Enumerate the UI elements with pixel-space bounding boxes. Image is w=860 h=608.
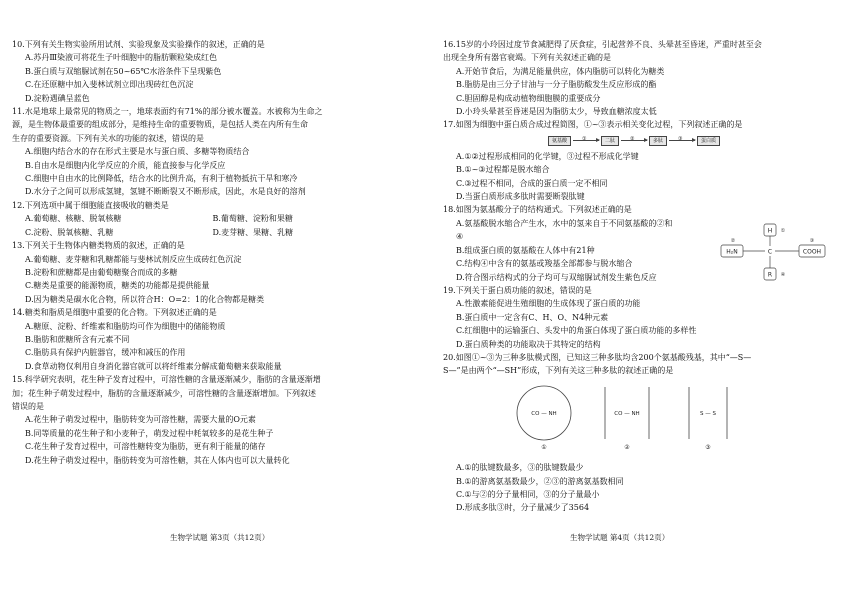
- question-stem: 19.下列关于蛋白质功能的叙述，错误的是: [443, 285, 592, 295]
- option: B.脂肪是由三分子甘油与一分子脂肪酸发生反应形成的酯: [456, 80, 657, 90]
- option: A.①②过程形成相同的化学键，③过程不形成化学键: [456, 151, 639, 161]
- polypeptide-models-diagram: [513, 383, 743, 451]
- option: B.蛋白质中一定含有C、H、O、N4种元素: [456, 312, 609, 322]
- option: C.③过程不相同，合成的蛋白质一定不相同: [456, 178, 608, 188]
- option: C.脂肪具有保护内脏器官，缓冲和减压的作用: [25, 348, 186, 358]
- option: C.糖类是重要的能源物质，糖类的功能都是提供能量: [25, 281, 210, 291]
- right-column: [443, 38, 831, 515]
- question-17: [443, 118, 831, 203]
- protein-synthesis-diagram: [548, 135, 831, 147]
- left-column: [12, 38, 400, 467]
- option: C.红细胞中的运输蛋白、头发中的角蛋白体现了蛋白质功能的多样性: [456, 326, 697, 336]
- question-14: [12, 306, 400, 373]
- option: D.淀粉遇碘呈蓝色: [25, 93, 90, 103]
- question-stem: 15.科学研究表明，花生种子发育过程中，可溶性糖的含量逐渐减少，脂肪的含量逐渐增: [12, 375, 321, 385]
- question-20: [443, 351, 831, 515]
- question-stem: S—”是由两个“—SH”形成，下列有关这三种多肽的叙述正确的是: [443, 366, 674, 376]
- question-stem: 11.水是地球上最常见的物质之一，地球表面约有71%的部分被水覆盖。水被称为生命之: [12, 107, 323, 117]
- option: B.同等质量的花生种子和小麦种子，萌发过程中耗氧较多的是花生种子: [25, 428, 274, 438]
- page-footer: 生物学试题 第4页（共12页）: [570, 533, 670, 542]
- option: D.蛋白质种类的功能取决于其特定的结构: [456, 339, 601, 349]
- process-arrow: [621, 136, 647, 143]
- question-stem: 14.糖类和脂质是细胞中重要的化合物。下列叙述正确的是: [12, 308, 217, 318]
- question-stem: 出现全身所有器官衰竭。下列有关叙述正确的是: [443, 53, 611, 63]
- option: A.苏丹Ⅲ染液可将花生子叶细胞中的脂肪颗粒染成红色: [25, 53, 218, 63]
- option: B.组成蛋白质的氨基酸在人体中有21种: [456, 245, 595, 255]
- question-stem: 加；花生种子萌发过程中，脂肪的含量逐渐减少，可溶性糖的含量逐渐增加。下列叙述: [12, 388, 316, 398]
- option: A.性激素能促进生殖细胞的生成体现了蛋白质的功能: [456, 299, 641, 309]
- question-12: [12, 199, 400, 239]
- marker: ②: [730, 238, 736, 245]
- question-15: [12, 373, 400, 467]
- option-row: [12, 226, 400, 239]
- r-group: R: [767, 271, 773, 279]
- option: A.细胞内结合水的存在形式主要是水与蛋白质、多糖等物质结合: [25, 147, 250, 157]
- option: B.蛋白质与双缩脲试剂在50~65℃水浴条件下呈现紫色: [25, 66, 222, 76]
- option: C.花生种子发育过程中，可溶性糖转变为脂肪，更有利于能量的储存: [25, 442, 266, 452]
- option: C.结构④中含有的氨基或羧基全部都参与脱水缩合: [456, 259, 633, 269]
- arrow-label: ②: [630, 136, 635, 143]
- option: B.淀粉和蔗糖都是由葡萄糖聚合而成的多糖: [25, 267, 178, 277]
- option: D.小玲头晕甚至昏迷是因为脂肪太少，导致血糖浓度太低: [456, 107, 657, 117]
- process-arrow: [669, 136, 695, 143]
- option: ④: [456, 232, 464, 242]
- figure-label: ②: [624, 443, 630, 451]
- option: D.花生种子萌发过程中，脂肪转变为可溶性糖，其在人体内也可以大量转化: [25, 455, 290, 465]
- diagram-box: 氨基酸: [548, 136, 571, 146]
- peptide-bond-label: CO — NH: [531, 410, 557, 417]
- option: D.因为糖类是碳水化合物，所以符合H：O=2：1的化合物都是糖类: [25, 294, 265, 304]
- arrow-label: ③: [678, 136, 683, 143]
- option: D.符合图示结构式的分子均可与双缩脲试剂发生紫色反应: [456, 272, 657, 282]
- option: C.细胞中自由水的比例降低，结合水的比例升高，有利于植物抵抗干旱和寒冷: [25, 174, 298, 184]
- marker: ④: [780, 272, 786, 279]
- figure-label: ③: [705, 443, 711, 451]
- option: A.花生种子萌发过程中，脂肪转变为可溶性糖，需要大量的O元素: [25, 415, 256, 425]
- marker: ①: [780, 228, 786, 235]
- diagram-box: 二肽: [601, 136, 619, 146]
- question-stem: 16.15岁的小玲因过度节食减肥得了厌食症，引起营养不良、头晕甚至昏迷，严重时甚至会: [443, 40, 762, 49]
- question-16: [443, 38, 831, 118]
- option: A.葡萄糖、麦芽糖和乳糖都能与斐林试剂反应生成砖红色沉淀: [25, 254, 242, 264]
- option: C.胆固醇是构成动植物细胞膜的重要成分: [456, 93, 601, 103]
- arrow-label: ①: [582, 136, 587, 143]
- option: C.①与②的分子量相同，③的分子量最小: [456, 489, 600, 499]
- option: D.食草动物仅利用自身消化器官就可以将纤维素分解成葡萄糖来获取能量: [25, 361, 282, 371]
- question-stem: 错误的是: [12, 401, 44, 411]
- disulfide-label: S — S: [700, 410, 716, 417]
- option: D.当蛋白质形成多肽时需要断裂肽键: [456, 192, 585, 202]
- page-footer: 生物学试题 第3页（共12页）: [170, 533, 270, 542]
- option: A.糖原、淀粉、纤维素和脂肪均可作为细胞中的储能物质: [25, 321, 226, 331]
- carboxyl-group: COOH: [802, 248, 822, 256]
- question-stem: 18.如图为氨基酸分子的结构通式。下列叙述正确的是: [443, 205, 632, 215]
- option: A.开始节食后，为满足能量供应，体内脂肪可以转化为糖类: [456, 66, 665, 76]
- option: B.自由水是细胞内化学反应的介质，能直接参与化学反应: [25, 160, 226, 170]
- question-19: [443, 284, 831, 351]
- option: B.葡萄糖、淀粉和果糖: [212, 214, 293, 224]
- option: A.氨基酸脱水缩合产生水，水中的氢来自于不同氨基酸的②和: [456, 218, 673, 228]
- question-18: [443, 203, 831, 283]
- diagram-box: 多肽: [649, 136, 667, 146]
- question-stem: 10.下列有关生物实验所用试剂、实验现象及实验操作的叙述，正确的是: [12, 40, 265, 49]
- question-11: [12, 105, 400, 199]
- option: D.水分子之间可以形成氢键，氢键不断断裂又不断形成，因此，水是良好的溶剂: [25, 187, 306, 197]
- diagram-box: 蛋白质: [697, 136, 720, 146]
- amino-acid-structure-diagram: [719, 223, 827, 283]
- option: D.形成多肽③时，分子量减少了3564: [456, 503, 590, 513]
- option-row: [12, 212, 400, 225]
- process-arrow: [573, 136, 599, 143]
- question-stem: 20.如图①~③为三种多肽模式图，已知这三种多肽均含200个氨基酸残基，其中“—S—: [443, 352, 752, 362]
- option: B.脂肪和蔗糖所含有元素不同: [25, 334, 130, 344]
- question-stem: 17.如图为细胞中蛋白质合成过程简图，①~③表示相关变化过程，下列叙述正确的是: [443, 120, 743, 130]
- option: C.在还原糖中加入斐林试剂立即出现砖红色沉淀: [25, 80, 194, 90]
- question-10: [12, 38, 400, 105]
- option: B.①~③过程都是脱水缩合: [456, 165, 550, 175]
- peptide-bond-label: CO — NH: [614, 410, 640, 417]
- question-13: [12, 239, 400, 306]
- hydrogen-group: H: [767, 227, 773, 235]
- question-stem: 源，是生物体最重要的组成部分，是维持生命的重要物质，是包括人类在内所有生命: [12, 120, 308, 130]
- option: A.葡萄糖、核糖、脱氧核糖: [25, 214, 122, 224]
- option: C.淀粉、脱氧核糖、乳糖: [25, 227, 114, 237]
- option: A.①的肽键数最多，③的肽键数最少: [456, 463, 584, 473]
- question-stem: 13.下列关于生物体内糖类物质的叙述，正确的是: [12, 241, 185, 251]
- figure-label: ①: [541, 443, 547, 451]
- center-carbon: C: [767, 248, 773, 256]
- marker: ③: [809, 238, 815, 245]
- option: B.①的游离氨基数最少，②③的游离氨基数相同: [456, 476, 624, 486]
- question-stem: 12.下列选项中属于细胞能直接吸收的糖类是: [12, 200, 169, 210]
- option: D.麦芽糖、果糖、乳糖: [212, 227, 294, 237]
- question-stem: 生存的重要资源。下列有关水的功能的叙述，错误的是: [12, 133, 204, 143]
- amino-group: H₂N: [726, 248, 738, 256]
